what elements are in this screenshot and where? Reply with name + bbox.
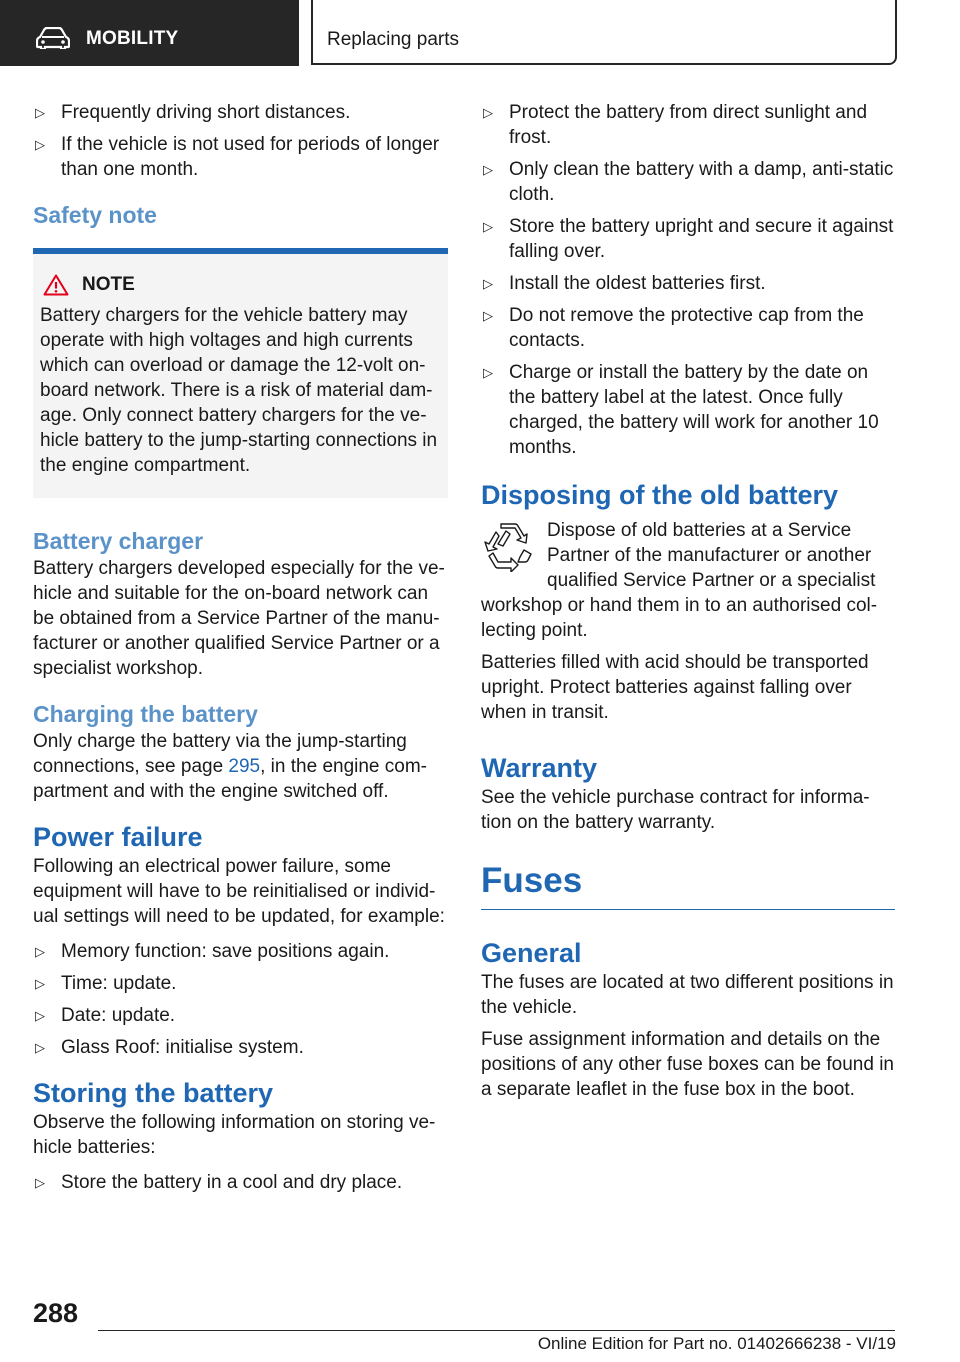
fuses-heading-block bbox=[481, 859, 895, 910]
right-column bbox=[481, 100, 895, 1109]
footer-divider bbox=[98, 1330, 895, 1331]
triangle-bullet-icon: ▷ bbox=[35, 137, 45, 152]
general-text-2: Fuse assignment information and details on the positions of any other fuse boxes can be found in a separate leaflet in the fuse box in the boot. bbox=[481, 1029, 894, 1100]
left-column bbox=[33, 100, 448, 1202]
warning-icon bbox=[43, 274, 69, 296]
triangle-bullet-icon: ▷ bbox=[483, 365, 493, 380]
edition-text: Online Edition for Part no. 01402666238 - VI/19 bbox=[537, 1334, 896, 1353]
warranty-heading: Warranty bbox=[481, 753, 598, 783]
disposal-heading: Disposing of the old battery bbox=[481, 480, 839, 510]
page-number: 288 bbox=[33, 1298, 79, 1328]
intro-list bbox=[33, 100, 448, 182]
triangle-bullet-icon: ▷ bbox=[483, 105, 493, 120]
car-icon bbox=[36, 27, 70, 49]
triangle-bullet-icon: ▷ bbox=[35, 1008, 45, 1023]
list-item: ▷ Frequently driving short distances. bbox=[35, 102, 351, 123]
disposal-text-2: Batteries filled with acid should be transported upright. Protect batteries against falling over when in transit. bbox=[481, 652, 869, 723]
power-failure-heading: Power failure bbox=[33, 822, 203, 852]
list-item: ▷ Time: update. bbox=[35, 973, 177, 994]
note-box bbox=[33, 248, 448, 498]
fuses-heading: Fuses bbox=[481, 861, 583, 900]
list-item: ▷ Date: update. bbox=[35, 1005, 176, 1026]
safety-note-heading: Safety note bbox=[33, 202, 157, 228]
topic-tab bbox=[311, 0, 897, 65]
storing-list-right bbox=[481, 100, 895, 460]
list-item: ▷ If the vehicle is not used for periods of longer than one month. bbox=[35, 134, 440, 180]
section-tab bbox=[0, 0, 299, 66]
battery-charger-text: Battery chargers developed especially for the ve-hicle and suitable for the on-board network can be obtained from a Service Partner of the manu-facturer or another qualified Service Partner or a specialist workshop. bbox=[33, 558, 445, 679]
list-item: ▷ Protect the battery from direct sunlight and frost. bbox=[483, 102, 868, 148]
battery-charger-heading: Battery charger bbox=[33, 528, 204, 554]
triangle-bullet-icon: ▷ bbox=[483, 219, 493, 234]
power-failure-list bbox=[33, 939, 448, 1060]
charging-heading: Charging the battery bbox=[33, 701, 258, 727]
list-item: ▷ Only clean the battery with a damp, anti-static cloth. bbox=[483, 159, 894, 205]
warranty-text: See the vehicle purchase contract for informa-tion on the battery warranty. bbox=[481, 787, 870, 833]
storing-battery-text: Observe the following information on storing ve-hicle batteries: bbox=[33, 1112, 436, 1158]
general-text: The fuses are located at two different positions in the vehicle. bbox=[481, 972, 894, 1018]
triangle-bullet-icon: ▷ bbox=[35, 944, 45, 959]
storing-battery-heading: Storing the battery bbox=[33, 1078, 274, 1108]
recycle-icon bbox=[483, 522, 533, 572]
list-item: ▷ Do not remove the protective cap from the contacts. bbox=[483, 305, 864, 351]
triangle-bullet-icon: ▷ bbox=[483, 162, 493, 177]
list-item: ▷ Store the battery in a cool and dry place. bbox=[35, 1172, 403, 1193]
disposal-block bbox=[481, 518, 895, 725]
disposal-text: Dispose of old batteries at a Service Partner of the manufacturer or another qualified Service Partner or a specialist workshop or hand them in to an authorised col-lecting point. bbox=[481, 520, 878, 641]
power-failure-text: Following an electrical power failure, some equipment will have to be reinitialised or individ-ual settings will need to be updated, for example: bbox=[33, 856, 445, 927]
list-item: ▷ Glass Roof: initialise system. bbox=[35, 1037, 304, 1058]
section-title: MOBILITY bbox=[86, 28, 179, 49]
triangle-bullet-icon: ▷ bbox=[35, 105, 45, 120]
triangle-bullet-icon: ▷ bbox=[35, 1175, 45, 1190]
charging-text: Only charge the battery via the jump-starting connections, see page 295, in the engine com-partment and with the engine switched off. bbox=[33, 731, 427, 802]
page-link-295[interactable]: 295 bbox=[228, 756, 261, 777]
triangle-bullet-icon: ▷ bbox=[483, 276, 493, 291]
list-item: ▷ Store the battery upright and secure it against falling over. bbox=[483, 216, 894, 262]
page-header bbox=[0, 0, 960, 66]
general-heading: General bbox=[481, 938, 582, 968]
list-item: ▷ Charge or install the battery by the date on the battery label at the latest. Once fully charged, the battery will work for another 10 months. bbox=[483, 362, 879, 458]
triangle-bullet-icon: ▷ bbox=[35, 1040, 45, 1055]
triangle-bullet-icon: ▷ bbox=[483, 308, 493, 323]
note-title: NOTE bbox=[40, 274, 438, 296]
storing-list-left bbox=[33, 1170, 448, 1195]
topic-title: Replacing parts bbox=[327, 29, 460, 50]
triangle-bullet-icon: ▷ bbox=[35, 976, 45, 991]
note-text: Battery chargers for the vehicle battery may operate with high voltages and high currents which can overload or damage the 12-volt on-board network. There is a risk of material dam-age. Only connect battery chargers for the ve-hicle battery to the jump-starting connections in the engine compartment. bbox=[40, 305, 438, 476]
list-item: ▷ Install the oldest batteries first. bbox=[483, 273, 766, 294]
list-item: ▷ Memory function: save positions again. bbox=[35, 941, 390, 962]
